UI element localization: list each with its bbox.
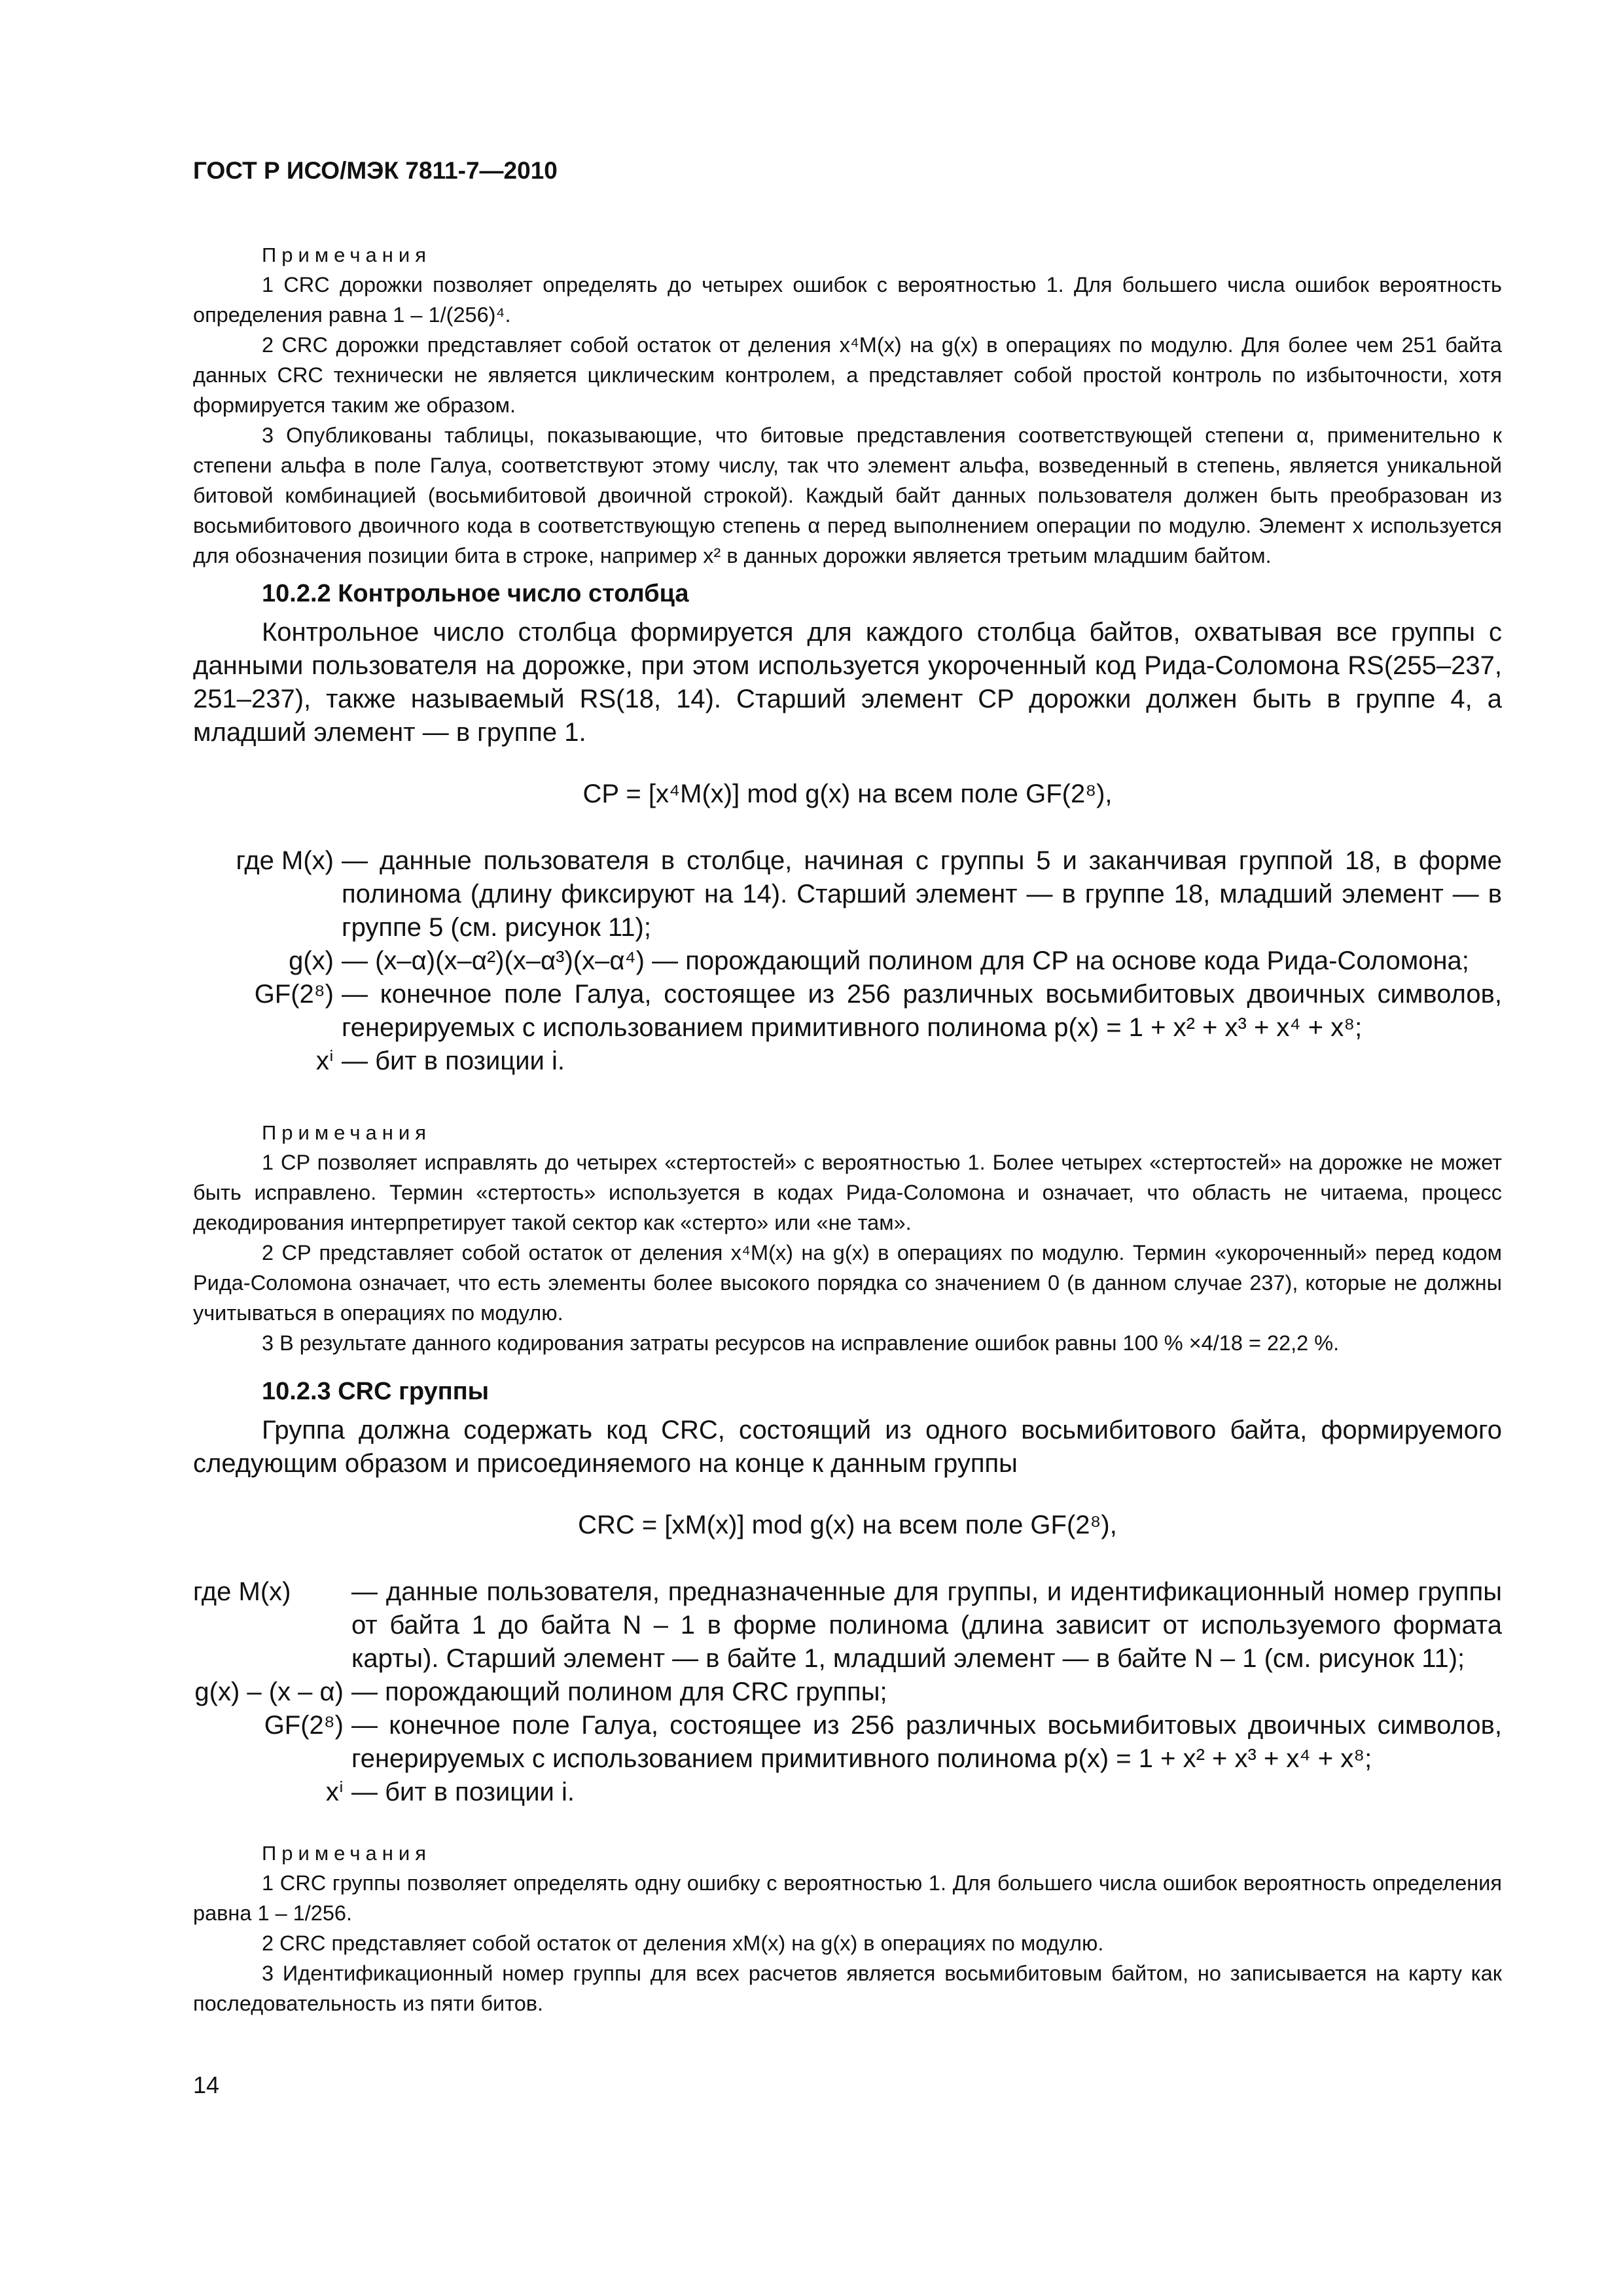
definition-term: GF(2⁸) (264, 1711, 344, 1740)
definition-row (193, 1575, 1502, 1676)
note-item: 3 Идентификационный номер группы для всех расчетов является восьмибитовым байтом, но записывается на карту как последовательность из пяти битов. (193, 1962, 1502, 2015)
notes-title: Примечания (262, 243, 431, 266)
definitions-table-cp (193, 844, 1502, 1078)
definition-row (193, 1676, 1502, 1709)
definition-desc: — (x–α)(x–α²)(x–α³)(x–α⁴) — порождающий полином для CP на основе кода Рида-Соломона; (342, 946, 1469, 975)
definition-term: где M(x) (193, 1577, 291, 1606)
definition-desc: — порождающий полином для CRC группы; (351, 1677, 887, 1706)
definition-desc: — данные пользователя, предназначенные для группы, и идентификационный номер группы от байта 1 до байта N – 1 в форме полинома (длина зависит от используемого формата карты). Старший элемент — в байте 1, младший элемент — в байте N – 1 (см. рисунок 11); (351, 1577, 1502, 1673)
definitions-table-crc (193, 1575, 1502, 1809)
formula-crc: CRC = [xM(x)] mod g(x) на всем поле GF(2⁸), (578, 1511, 1117, 1539)
note-item: 2 CP представляет собой остаток от деления x⁴M(x) на g(x) в операциях по модулю. Термин «укороченный» перед кодом Рида-Соломона означает, что есть элементы более высокого порядка со значением 0 (в данном случае 237), которые не должны учитываться в операциях по модулю. (193, 1241, 1502, 1325)
page-number: 14 (193, 2072, 220, 2098)
document-header: ГОСТ Р ИСО/МЭК 7811-7—2010 (193, 157, 558, 184)
notes-block-1 (193, 243, 1502, 571)
section-paragraph: Контрольное число столбца формируется для каждого столбца байтов, охватывая все группы с данными пользователя на дорожке, при этом используется укороченный код Рида-Соломона RS(255–237, 251–237), также называемый RS(18, 14). Старший элемент CP дорожки должен быть в группе 4, а младший элемент — в группе 1. (193, 618, 1502, 747)
definition-term: g(x) (289, 946, 334, 975)
section-paragraph: Группа должна содержать код CRC, состоящий из одного восьмибитового байта, формируемого следующим образом и присоединяемого на конце к данным группы (193, 1416, 1502, 1478)
definition-term: xⁱ (315, 1047, 334, 1075)
definition-desc: — конечное поле Галуа, состоящее из 256 различных восьмибитовых двоичных символов, генерируемых с использованием примитивного полинома p(x) = 1 + x² + x³ + x⁴ + x⁸; (342, 980, 1502, 1042)
definition-desc: — конечное поле Галуа, состоящее из 256 различных восьмибитовых двоичных символов, генерируемых с использованием примитивного полинома p(x) = 1 + x² + x³ + x⁴ + x⁸; (351, 1711, 1502, 1773)
note-item: 1 CRC группы позволяет определять одну ошибку с вероятностью 1. Для большего числа ошибок вероятность определения равна 1 – 1/256. (193, 1871, 1502, 1925)
note-item: 3 Опубликованы таблицы, показывающие, что битовые представления соответствующей степени α, применительно к степени альфа в поле Галуа, соответствуют этому числу, так что элемент альфа, возведенный в степень, является уникальной битовой комбинацией (восьмибитовой двоичной строкой). Каждый байт данных пользователя должен быть преобразован из восьмибитового двоичного кода в соответствующую степень α перед выполнением операции по модулю. Элемент x используется для обозначения позиции бита в строке, например x² в данных дорожки является третьим младшим байтом. (193, 423, 1502, 567)
note-item: 1 CRC дорожки позволяет определять до четырех ошибок с вероятностью 1. Для большего числа ошибок вероятность определения равна 1 – 1/(256)⁴. (193, 273, 1502, 327)
document-page (193, 157, 1502, 2018)
definition-row (193, 844, 1502, 944)
definition-row (193, 1045, 1502, 1078)
definition-row (193, 1776, 1502, 1809)
notes-block-3 (193, 1842, 1502, 2018)
definition-term: где M(x) (236, 846, 334, 875)
definition-row (193, 944, 1502, 978)
definition-term: g(x) – (x – α) (194, 1677, 344, 1706)
definition-row (193, 1709, 1502, 1776)
definition-desc: — бит в позиции i. (342, 1047, 565, 1075)
notes-block-2 (193, 1121, 1502, 1358)
notes-title: Примечания (262, 1121, 431, 1144)
note-item: 2 CRC представляет собой остаток от деления xM(x) на g(x) в операциях по модулю. (262, 1931, 1104, 1955)
definition-term: GF(2⁸) (254, 980, 334, 1009)
note-item: 1 CP позволяет исправлять до четырех «стертостей» с вероятностью 1. Более четырех «стертостей» на дорожке не может быть исправлено. Термин «стертость» используется в кодах Рида-Соломона и означает, что область не читаема, процесс декодирования интерпретирует такой сектор как «стерто» или «не там». (193, 1151, 1502, 1234)
section-heading-10-2-3: 10.2.3 CRC группы (262, 1378, 490, 1405)
section-heading-10-2-2: 10.2.2 Контрольное число столбца (262, 580, 689, 607)
definition-desc: — данные пользователя в столбце, начиная с группы 5 и заканчивая группой 18, в форме полинома (длину фиксируют на 14). Старший элемент — в группе 18, младший элемент — в группе 5 (см. рисунок 11); (342, 846, 1502, 942)
note-item: 2 CRC дорожки представляет собой остаток от деления x⁴M(x) на g(x) в операциях по модулю. Для более чем 251 байта данных CRC технически не является циклическим контролем, а представляет собой простой контроль по избыточности, хотя формируется таким же образом. (193, 333, 1502, 417)
definition-term: xⁱ (325, 1778, 344, 1806)
definition-row (193, 978, 1502, 1045)
formula-cp: CP = [x⁴M(x)] mod g(x) на всем поле GF(2⁸), (582, 780, 1113, 808)
definition-desc: — бит в позиции i. (351, 1778, 575, 1806)
notes-title: Примечания (262, 1842, 431, 1865)
note-item: 3 В результате данного кодирования затраты ресурсов на исправление ошибок равны 100 % ×4/18 = 22,2 %. (262, 1331, 1340, 1355)
